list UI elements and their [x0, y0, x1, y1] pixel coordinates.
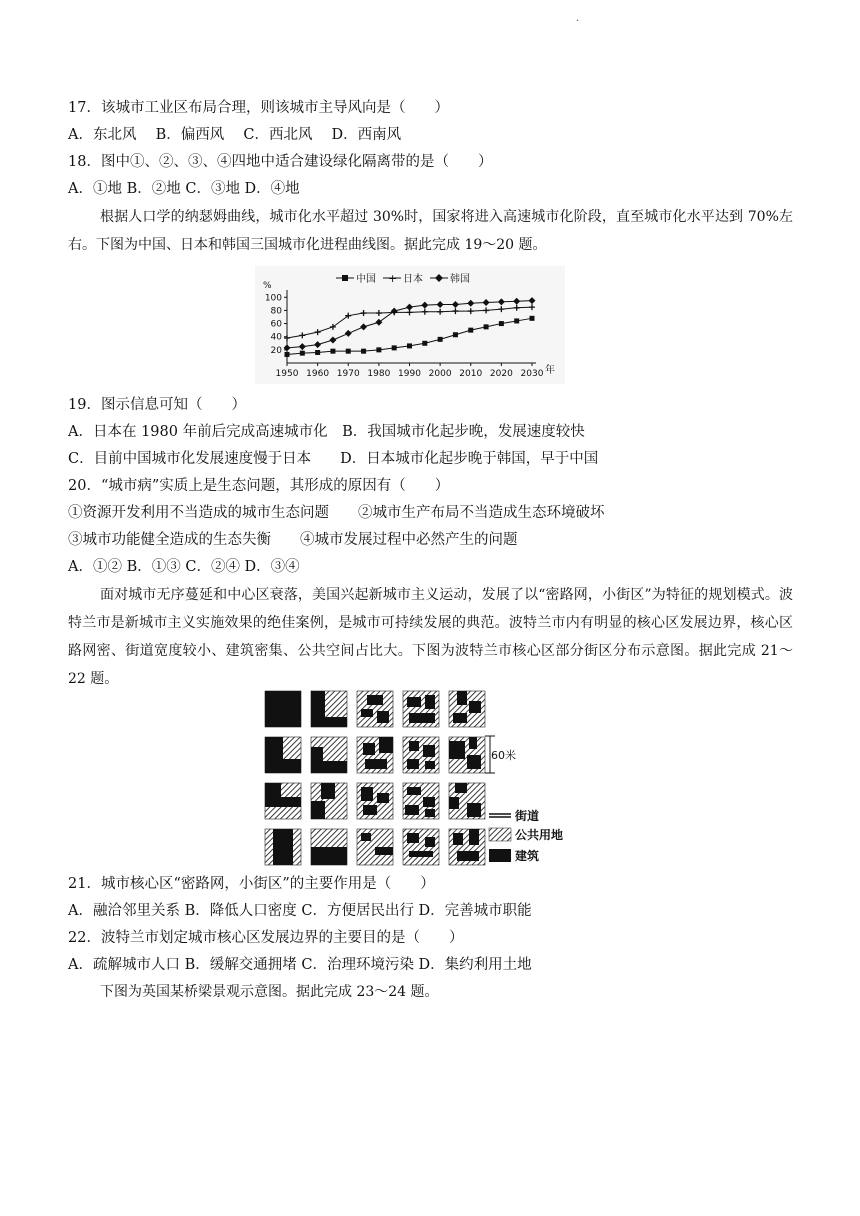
urbanization-chart: [255, 266, 565, 384]
building: [361, 833, 371, 841]
point-china: [468, 328, 473, 333]
building: [265, 737, 283, 773]
point-china: [453, 332, 458, 337]
building: [425, 695, 435, 709]
city-block: [265, 829, 301, 865]
x-tick-label: 1990: [398, 369, 421, 379]
building: [323, 761, 347, 773]
building: [455, 783, 467, 793]
point-china: [392, 345, 397, 350]
city-block: [311, 691, 347, 727]
city-block: [357, 691, 393, 727]
city-block: [449, 691, 485, 727]
point-china: [330, 349, 335, 354]
building: [361, 787, 373, 801]
legend-building-swatch: [489, 849, 511, 862]
x-tick-label: 2020: [489, 369, 513, 379]
building: [265, 691, 301, 727]
passage-urbanization: 根据人口学的纳瑟姆曲线，城市化水平超过 30%时，国家将进入高速城市化阶段，直至城市化水平达到 70%左右。下图为中国、日本和韩国三国城市化进程曲线图。据此完成 19～20 题。: [68, 209, 793, 253]
legend-street: 街道: [515, 809, 540, 823]
q21-stem: 21．城市核心区“密路网，小街区”的主要作用是（ ）: [68, 876, 435, 892]
header-mark: ·: [576, 16, 580, 27]
point-china: [484, 324, 489, 329]
q20-statement-1: ①资源开发利用不当造成的城市生态问题 ②城市生产布局不当造成生态环境破坏: [68, 505, 605, 521]
scale-label: 60米: [491, 749, 516, 762]
city-block: [449, 783, 485, 819]
x-tick-label: 1950: [275, 369, 299, 379]
legend-building: 建筑: [515, 849, 540, 863]
building: [379, 737, 393, 753]
building: [467, 755, 481, 769]
building: [273, 829, 293, 865]
q20-options: A．①② B．①③ C．②④ D．③④: [68, 559, 300, 575]
building: [325, 717, 347, 727]
building: [311, 691, 325, 727]
building: [453, 833, 463, 845]
city-block: [449, 737, 485, 773]
q21-options: A．融洽邻里关系 B．降低人口密度 C．方便居民出行 D．完善城市职能: [68, 903, 532, 919]
x-axis-label: 年: [545, 365, 555, 376]
passage-portland: 面对城市无序蔓延和中心区衰落，美国兴起新城市主义运动，发展了以“密路网，小街区”为特征的规划模式。波特兰市是新城市主义实施效果的绝佳案例，是城市可持续发展的典范。波特兰市内有明显的核心区发展边界，核心区路网密、街道宽度较小、建筑密集、公共空间占比大。下图为波特兰市核心区部分街区分布示意图。据此完成 21～22 题。: [68, 587, 793, 687]
city-block: [403, 829, 439, 865]
point-china: [315, 350, 320, 355]
building: [469, 701, 481, 713]
building: [407, 787, 421, 795]
y-tick-label: 80: [270, 306, 282, 317]
y-tick-label: 20: [270, 345, 282, 356]
point-china: [514, 318, 519, 323]
city-block: [265, 783, 301, 819]
y-axis-label: %: [263, 281, 272, 291]
q20-stem: 20．“城市病”实质上是生态问题，其形成的原因有（ ）: [68, 478, 450, 494]
building: [311, 801, 325, 819]
building: [425, 761, 435, 769]
q18-options: A．①地 B．②地 C．③地 D．④地: [68, 181, 300, 197]
building: [377, 793, 389, 803]
point-china: [376, 347, 381, 352]
building: [407, 759, 419, 769]
building: [363, 805, 377, 815]
legend-marker-china: [342, 275, 348, 281]
building: [457, 691, 467, 705]
point-china: [422, 341, 427, 346]
building: [449, 797, 459, 809]
building: [469, 737, 477, 749]
chart-legend: [336, 272, 470, 285]
building: [361, 709, 373, 717]
city-block: [265, 737, 301, 773]
q20-statement-2: ③城市功能健全造成的生态失衡 ④城市发展过程中必然产生的问题: [68, 532, 518, 548]
building: [469, 829, 479, 845]
building: [425, 809, 435, 817]
legend-public-swatch: [489, 828, 511, 841]
building: [367, 695, 383, 705]
legend-marker-japan: +: [388, 272, 398, 285]
building: [457, 851, 479, 861]
q17-stem: 17．该城市工业区布局合理，则该城市主导风向是（ ）: [68, 100, 449, 116]
point-china: [407, 343, 412, 348]
city-block: [357, 829, 393, 865]
x-tick-label: 1960: [306, 369, 330, 379]
building: [409, 741, 419, 751]
building: [375, 847, 393, 855]
q19-options-2: C．目前中国城市化发展速度慢于日本 D．日本城市化起步晚于韩国，早于中国: [68, 451, 599, 467]
point-china: [499, 321, 504, 326]
point-china: [438, 337, 443, 342]
y-tick-label: 40: [270, 332, 282, 343]
q17-options: A．东北风 B．偏西风 C．西北风 D．西南风: [68, 127, 402, 143]
city-block: [403, 691, 439, 727]
building: [453, 713, 467, 723]
building: [423, 797, 435, 807]
building: [283, 759, 301, 773]
legend-label-china: 中国: [356, 274, 376, 285]
building: [449, 741, 465, 759]
q18-stem: 18．图中①、②、③、④四地中适合建设绿化隔离带的是（ ）: [68, 154, 493, 170]
y-tick-label: 100: [264, 293, 282, 304]
building: [409, 713, 435, 723]
building: [407, 697, 421, 707]
building: [311, 847, 347, 865]
city-block: [403, 783, 439, 819]
point-china: [346, 349, 351, 354]
building: [409, 851, 433, 857]
city-block: [311, 737, 347, 773]
y-tick-label: 60: [270, 319, 282, 330]
x-tick-label: 2000: [428, 369, 452, 379]
building: [425, 837, 435, 847]
building: [265, 783, 281, 797]
legend-label-japan: 日本: [403, 274, 423, 285]
building: [311, 747, 323, 773]
q19-stem: 19．图示信息可知（ ）: [68, 397, 246, 413]
city-block: [311, 829, 347, 865]
x-tick-label: 2010: [459, 369, 483, 379]
q22-options: A．疏解城市人口 B．缓解交通拥堵 C．治理环境污染 D．集约利用土地: [68, 957, 532, 973]
city-block: [357, 737, 393, 773]
building: [467, 803, 481, 817]
passage-bridge: 下图为英国某桥梁景观示意图。据此完成 23～24 题。: [100, 984, 439, 1000]
q19-options-1: A．日本在 1980 年前后完成高速城市化 B．我国城市化起步晚，发展速度较快: [68, 424, 585, 440]
city-block: [449, 829, 485, 865]
building: [377, 711, 389, 723]
point-china: [285, 352, 290, 357]
building: [365, 759, 387, 769]
legend-public: 公共用地: [515, 828, 564, 842]
building: [321, 783, 335, 799]
x-tick-label: 1970: [336, 369, 360, 379]
building: [405, 805, 419, 815]
city-block: [311, 783, 347, 819]
city-block: [357, 783, 393, 819]
building: [407, 833, 419, 843]
point-china: [300, 351, 305, 356]
city-block: [403, 737, 439, 773]
x-tick-label: 1980: [367, 369, 391, 379]
building: [423, 745, 435, 757]
q22-stem: 22．波特兰市划定城市核心区发展边界的主要目的是（ ）: [68, 930, 464, 946]
building: [363, 743, 375, 755]
portland-block-map: [259, 687, 589, 869]
point-china: [361, 349, 366, 354]
building: [265, 797, 301, 807]
x-tick-label: 2030: [520, 369, 544, 379]
point-china: [530, 316, 535, 321]
city-block: [265, 691, 301, 727]
legend-label-korea: 韩国: [450, 274, 470, 285]
